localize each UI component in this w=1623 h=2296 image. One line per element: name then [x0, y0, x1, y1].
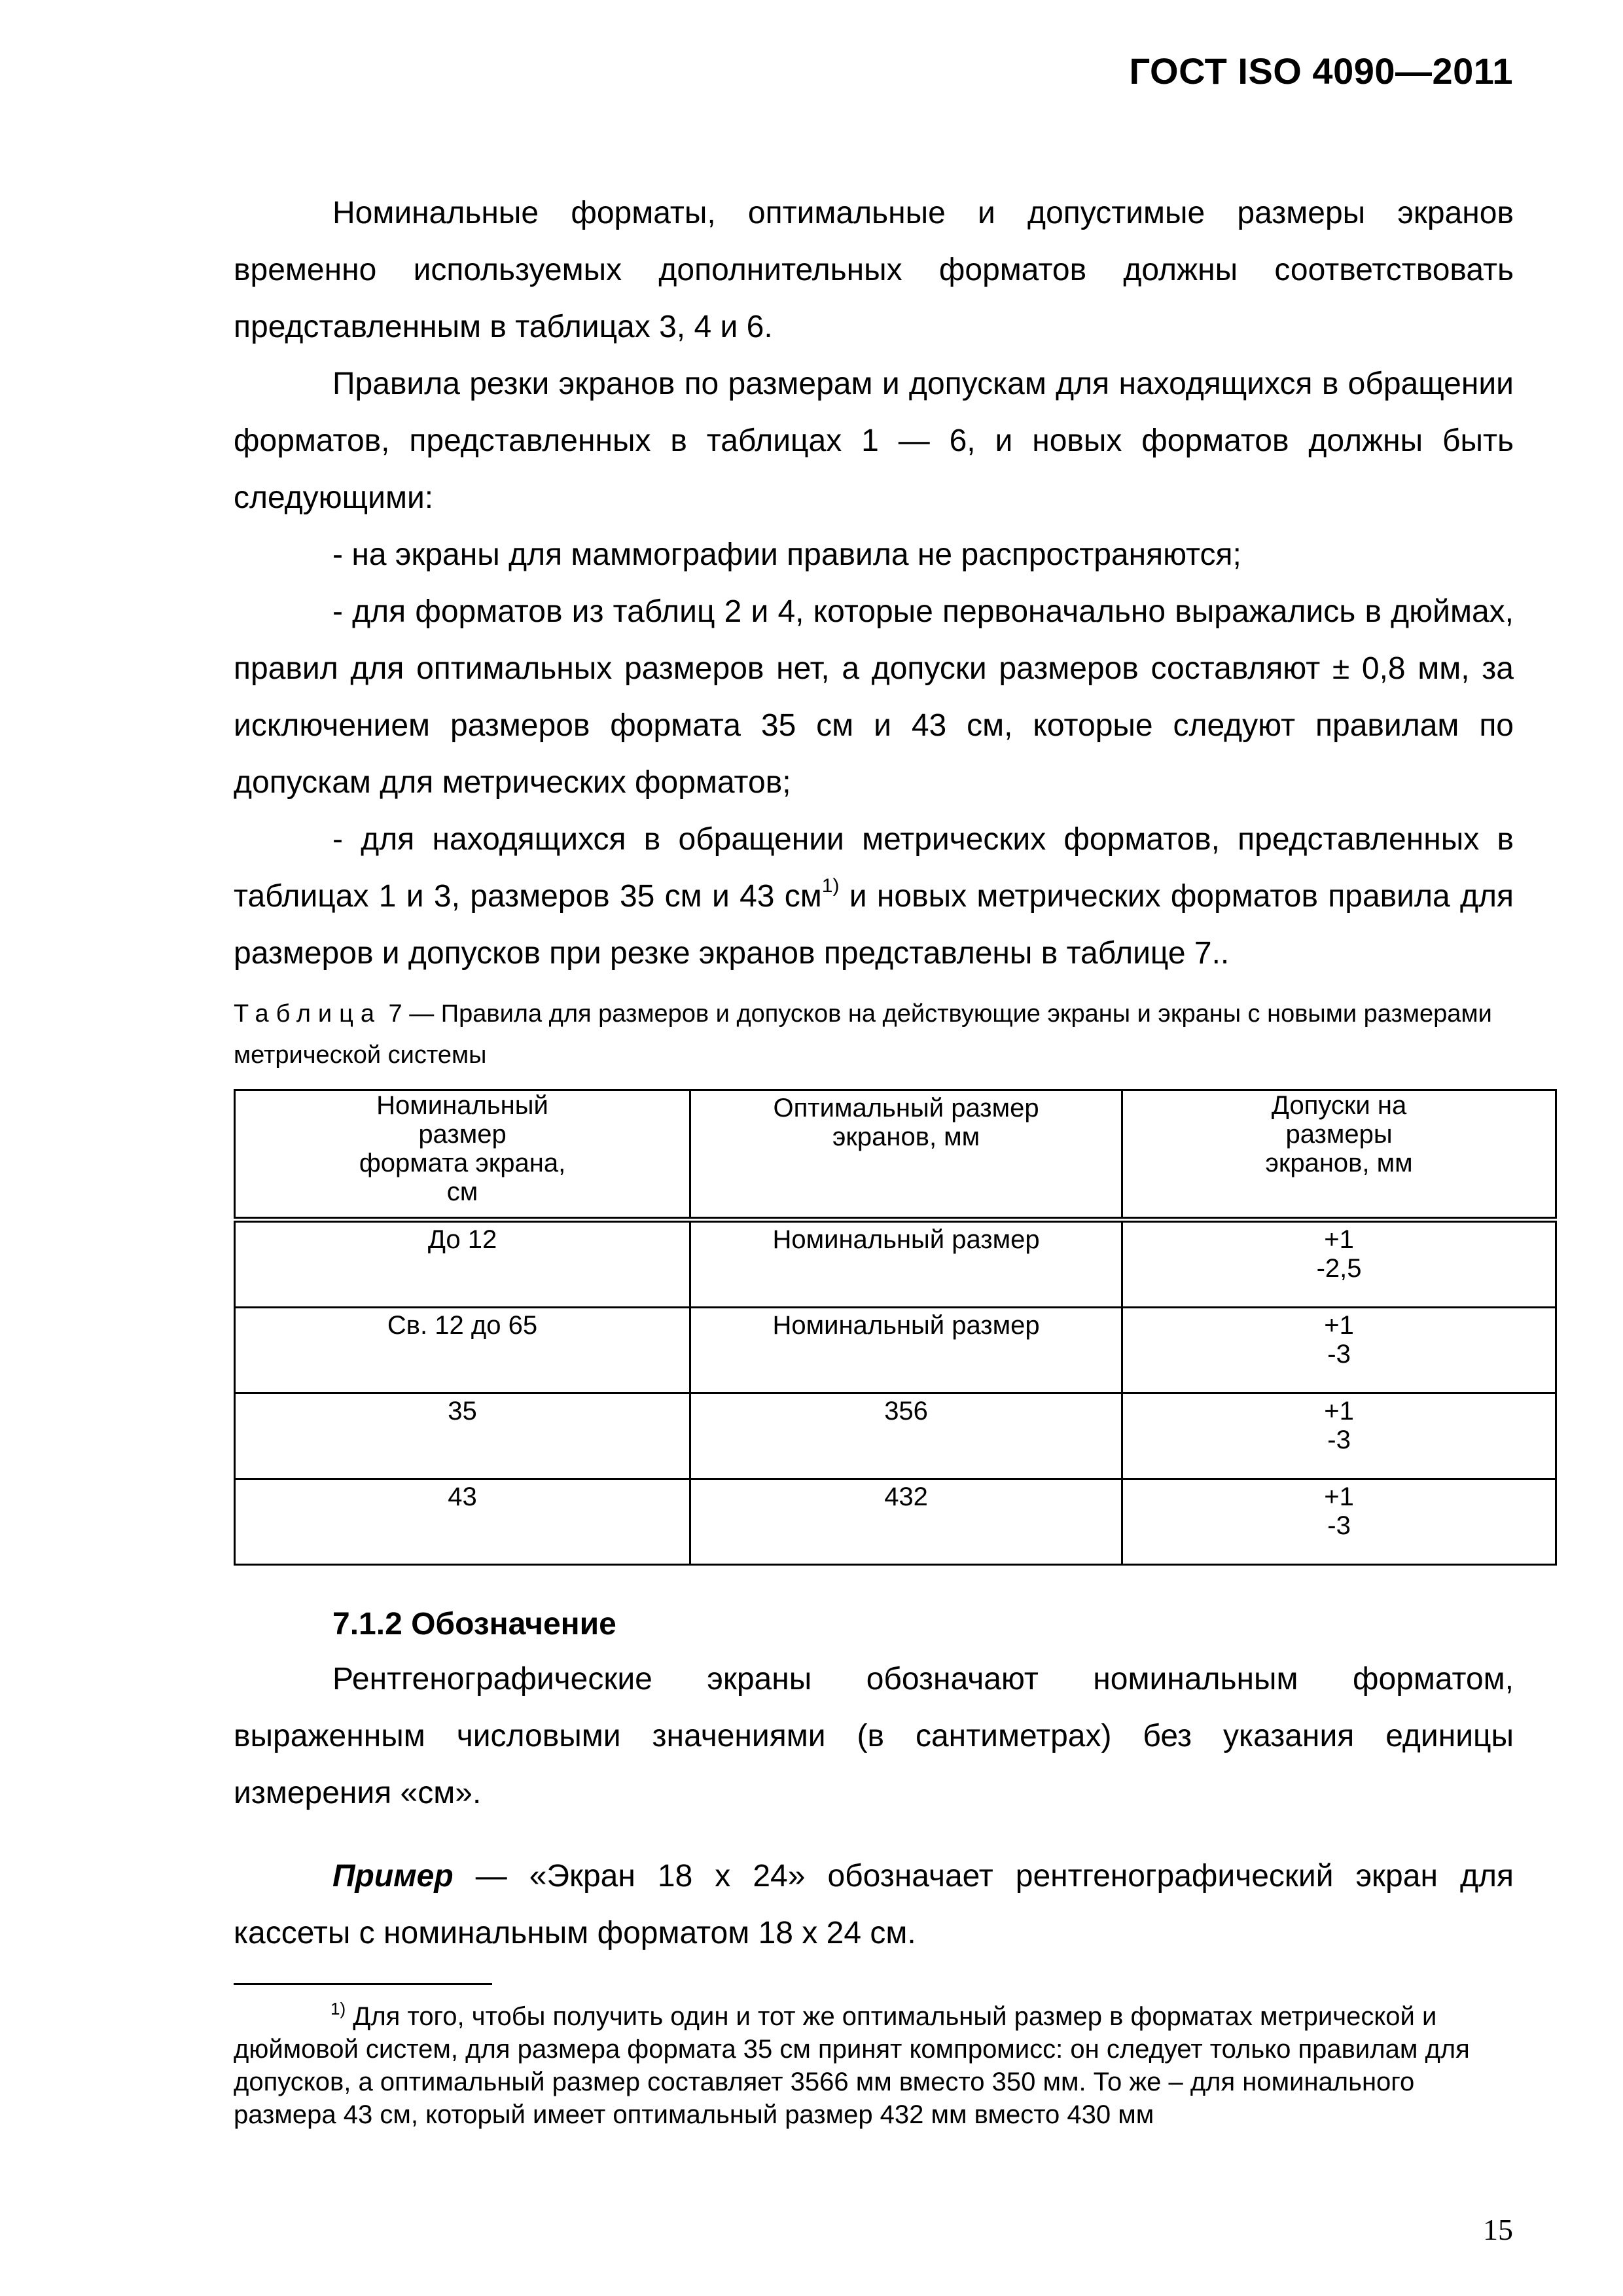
- header-line: формата экрана,: [359, 1149, 566, 1177]
- section-heading: 7.1.2 Обозначение: [332, 1607, 616, 1641]
- header-optimal-size: [690, 1090, 1122, 1220]
- header-tolerances: [1122, 1090, 1556, 1220]
- table-caption-label: Таблица: [234, 1000, 382, 1028]
- bullet-mammography: - на экраны для маммографии правила не распространяются;: [332, 537, 1241, 572]
- table-row: [235, 1220, 1556, 1308]
- table-caption: [234, 994, 1514, 1076]
- bullet-metric-text-a: - для находящихся в обращении метрических форматов, представленных в таблицах 1 и 3, размеров 35 см и 43 см: [234, 822, 1514, 914]
- page-number: 15: [1483, 2213, 1513, 2246]
- tolerance-minus: -3: [1327, 1426, 1351, 1454]
- header-line: экранов, мм: [1265, 1149, 1413, 1177]
- table-header-row: [235, 1090, 1556, 1220]
- paragraph-example: [234, 1848, 1514, 1962]
- tolerance-minus: -3: [1327, 1511, 1351, 1540]
- footnote-marker: 1): [330, 1999, 346, 2018]
- footnote: [234, 2000, 1514, 2131]
- footnote-text: Для того, чтобы получить один и тот же оптимальный размер в форматах метрической и дюймовой систем, для размера формата 35 см принят компромисс: он следует только правилам для допусков, а оптимальный размер составляет 3566 мм вместо 350 мм. То же – для номинального размера 43 см, который имеет оптимальный размер 432 мм вместо 430 мм: [234, 2002, 1470, 2129]
- bullet-metric-text-b: и новых метрических форматов правила для размеров и допусков при резке экранов представлены в таблице 7..: [234, 879, 1514, 971]
- footnote-body: [234, 2000, 1514, 2131]
- tolerance-plus: +1: [1324, 1397, 1354, 1426]
- example-label: Пример: [332, 1859, 454, 1893]
- cell-optimal: Номинальный размер: [690, 1220, 1122, 1308]
- cell-optimal: 432: [690, 1479, 1122, 1565]
- table-row: [235, 1393, 1556, 1479]
- cell-format: 43: [235, 1479, 690, 1565]
- cell-tolerance: [1122, 1393, 1556, 1479]
- table-row: [235, 1479, 1556, 1565]
- paragraph-formats: Номинальные форматы, оптимальные и допустимые размеры экранов временно используемых дополнительных форматов должны соответствовать представленным в таблицах 3, 4 и 6.: [234, 196, 1514, 344]
- example-text: — «Экран 18 х 24» обозначает рентгенографический экран для кассеты с номинальным форматом 18 х 24 см.: [234, 1859, 1514, 1950]
- header-line: Допуски на: [1271, 1091, 1407, 1120]
- tolerance-minus: -2,5: [1316, 1254, 1362, 1283]
- footnote-divider: [234, 1983, 492, 1985]
- tolerance-plus: +1: [1324, 1225, 1354, 1254]
- tolerance-minus: -3: [1327, 1340, 1351, 1369]
- header-nominal-format: [235, 1090, 690, 1220]
- cell-optimal: Номинальный размер: [690, 1308, 1122, 1393]
- footnote-ref: 1): [821, 875, 840, 897]
- cell-optimal: 356: [690, 1393, 1122, 1479]
- bullet-metric-formats: [234, 811, 1514, 982]
- cell-format: 35: [235, 1393, 690, 1479]
- tolerance-plus: +1: [1324, 1482, 1354, 1511]
- cell-format: До 12: [235, 1220, 690, 1308]
- header-line: размеры: [1285, 1120, 1393, 1149]
- paragraph-designation: Рентгенографические экраны обозначают номинальным форматом, выраженным числовыми значениями (в сантиметрах) без указания единицы измерения «см».: [234, 1662, 1514, 1810]
- header-line: экранов, мм: [832, 1122, 980, 1151]
- document-header: ГОСТ ISO 4090—2011: [1129, 50, 1513, 92]
- cell-tolerance: [1122, 1479, 1556, 1565]
- cell-tolerance: [1122, 1308, 1556, 1393]
- cell-format: Св. 12 до 65: [235, 1308, 690, 1393]
- header-line: размер: [418, 1120, 507, 1149]
- spacer: [234, 1821, 1514, 1848]
- rules-table: [234, 1089, 1557, 1566]
- cell-tolerance: [1122, 1220, 1556, 1308]
- header-line: Оптимальный размер: [773, 1094, 1039, 1122]
- paragraph-cutting-rules: Правила резки экранов по размерам и допускам для находящихся в обращении форматов, представленных в таблицах 1 — 6, и новых форматов должны быть следующими:: [234, 367, 1514, 515]
- bullet-inch-formats: - для форматов из таблиц 2 и 4, которые первоначально выражались в дюймах, правил для оптимальных размеров нет, а допуски размеров составляют ± 0,8 мм, за исключением размеров формата 35 см и 43 см, которые следуют правилам по допускам для метрических форматов;: [234, 594, 1514, 800]
- header-line: см: [446, 1177, 478, 1206]
- page-body: [234, 185, 1514, 1962]
- header-line: Номинальный: [376, 1091, 548, 1120]
- table-caption-text: 7 — Правила для размеров и допусков на действующие экраны и экраны с новыми размерами метрической системы: [234, 1000, 1492, 1069]
- table-row: [235, 1308, 1556, 1393]
- tolerance-plus: +1: [1324, 1311, 1354, 1340]
